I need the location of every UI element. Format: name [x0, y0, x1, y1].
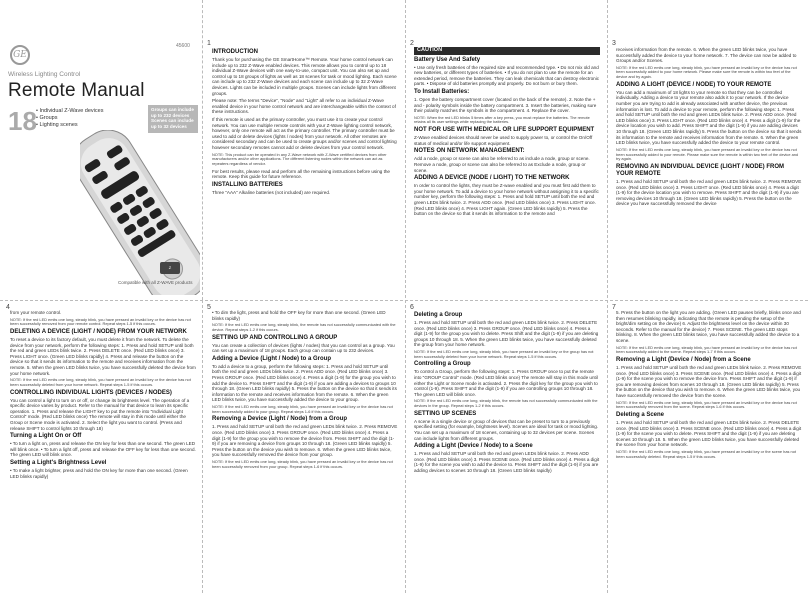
device-count: 18 [8, 106, 37, 136]
page-3 [616, 47, 802, 295]
note: NOTE: If the red LED emits one long, steady blink, you have pressed an invalid key or the device has not been successfully removed from your group. Repeat steps 1-6 if this occurs. [212, 458, 393, 469]
fold-line-4 [202, 300, 203, 593]
paragraph: Add a node, group or scene can also be referred to as include a node, group or scene. Remove a node, group or scene can also be referred to as Exclude a node, group or scene. [414, 156, 590, 173]
fold-line-3 [607, 0, 608, 593]
page-2 [414, 47, 600, 295]
zwave-logo: Z [160, 262, 180, 274]
note: NOTE: If the red LED emits one long, steady blink, you have pressed an invalid key or the device has not been successfully removed from the scene. Repeat steps 1-6 if this occurs. [616, 399, 797, 410]
heading: INSTALLING BATTERIES [212, 181, 283, 188]
feature-list [36, 108, 103, 129]
paragraph: 1. Press and hold SETUP until both the red and green LEDs blink twice. 2. Press DELETE once. (Red LED blinks once) 3. Press SCENE once. (Red LED blinks once) 4. Press a digit (1-9) for the scene you wish to delete. Press SHIFT and the digit (1-9) if you are deleting scenes 10 through 18. 5. When the green LED blinks twice, you have successfully deleted the scene from your home network. [616, 419, 802, 448]
heading: Removing a Light (Device / Node) from a Scene [616, 356, 751, 363]
heading: Setting a Light's Brightness Level [10, 459, 107, 466]
paragraph: • Use only fresh batteries of the required size and recommended type. • Do not mix old and new batteries, or different types of batteries. • If you do not plan to use the remote for an extended period, remove the batteries. They can leak chemicals that can destroy electronic parts. • Dispose of old batteries promptly and properly. Do not burn or bury them. [414, 64, 600, 87]
paragraph: You can add a maximum of 18 lights to your remote so that they can be controlled individually. Adding a device to your remote also adds it to your network. If the device number you are trying to add is already associated with another device, the previous information is lost. To add a device to your remote, perform the following steps: 1. Press and hold SETUP until both the red and green LEDs blink twice. 2. Press ADD once. (Red LED blinks once) 3. Press LIGHT once. (Red LED blinks once) 4. Press a digit (1-9) for the device location you wish to add. Press SHIFT and the digit (1-9) if you are adding devices 10 through 18. (Green LED blinks rapidly) 5. Press the button on the device so that it sends its information to the remote and receives information from the remote. 6. When the green LED blinks twice, you have successfully added the device to your remote control. [616, 89, 802, 146]
note: NOTE: If the red LED emits one long, steady blink, the remote has not successfully communicated with the devices in the group. Repeat steps 1-2 if this occurs. [414, 398, 598, 409]
note: NOTE: If the red LED emits one long, steady blink, you have pressed an invalid key or the device has not been successfully added to your home network. Please make sure the remote is within two feet of the device and try again. [616, 64, 797, 80]
heading: NOT FOR USE WITH MEDICAL OR LIFE SUPPORT EQUIPMENT [414, 127, 595, 134]
page-7 [616, 310, 802, 588]
heading: Adding a Light (Device / Node) to a Scene [414, 443, 533, 450]
note: NOTE: If the red LED emits one long, steady blink, you have pressed an invalid key or the device has not been successfully added to the scene. Repeat steps 1-7 if this occurs. [616, 344, 797, 355]
heading: Deleting a Group [414, 312, 463, 318]
paragraph: You can create a collection of devices (lights / nodes) that you can control as a group. You can set up a maximum of 18 groups. Each group can contain up to 232 devices. [212, 342, 395, 354]
paragraph: from your remote control. [10, 310, 62, 315]
paragraph: Three "AAA" Alkaline batteries (not included) are required. [212, 189, 331, 195]
heading: DELETING A DEVICE (LIGHT / NODE) FROM YOUR NETWORK [10, 329, 187, 335]
heading: REMOVING AN INDIVIDUAL DEVICE (LIGHT / NODE) FROM YOUR REMOTE [616, 163, 785, 177]
page-number: 3 [612, 40, 616, 47]
note: NOTE: If the red LED emits one long, steady blink, the remote has not successfully communicated with the device. Repeat steps 1-2 if this occurs. [212, 322, 396, 332]
horizontal-fold-line [0, 300, 808, 301]
badge-scenes: Scenes can include up to 32 devices [151, 118, 194, 129]
heading: Removing a Device (Light / Node) from a Group [212, 416, 348, 423]
heading: CONTROLLING INDIVIDUAL LIGHTS (DEVICES / NODES) [10, 389, 172, 396]
note: NOTE: If the red LED emits one long, steady blink, you have pressed an invalid key or the device has not been successfully added to your group. Repeat steps 1-6 if this occurs. [212, 403, 393, 414]
ge-logo: GE [10, 45, 30, 65]
heading: ADDING A DEVICE (NODE / LIGHT) TO THE NETWORK [414, 175, 570, 182]
heading: Controlling a Group [414, 361, 471, 368]
capacity-badge [148, 105, 198, 133]
paragraph: You can control a light to turn on or off, or change its brightness level. The operation of a specific device varies by product. Refer to the manual for that device to learn its specific operation. 1. Press and release the LIGHT key to put the remote into "Individual Light Control" mode. (Red LED blinks once) The remote will stay in this mode until either the Group or Scene mode is activated. 2. Select the light you want to control. (Press and release SHIFT to control lights 10 through 18) [10, 397, 190, 431]
note: NOTE: If the red LED emits one long, steady blink, you have pressed an invalid key or the group has not been successfully deleted from your home network. Repeat steps 1-5 if this occurs. [414, 348, 594, 359]
paragraph: For best results, please read and perform all the remaining instructions before using the remote. Keep this guide for future reference. [212, 168, 390, 180]
heading: SETTING UP SCENES [414, 410, 477, 417]
page-number: 7 [612, 304, 616, 311]
remote-control-illustration [80, 130, 200, 295]
page-4 [10, 310, 196, 588]
page-5 [212, 310, 398, 588]
paragraph: Z-Wave enabled devices should never be used to supply power to, or control the On/Off status of medical and/or life support equipment. [414, 135, 593, 146]
cover-title: Remote Manual [8, 80, 145, 101]
feature-item: • Groups [36, 115, 58, 121]
paragraph: • To dim the light, press and hold the OFF key for more than one second. (Green LED blinks rapidly) [212, 310, 386, 321]
paragraph: A scene is a single device or group of devices that can be preset to turn to a previously specified setting (for example, brightness level). Scenes are ideal for task or mood lighting. You can set up a maximum of 18 scenes, containing up to 32 devices per scene. Scenes can include lights from different groups. [414, 418, 599, 441]
heading: NOTES ON NETWORK MANAGEMENT: [414, 148, 525, 155]
heading: INTRODUCTION [212, 49, 258, 55]
page-6 [414, 310, 600, 588]
note: NOTE: When the red LED blinks 5 times after a key press, you must replace the batteries. The remote retains all its user settings while replacing the batteries. [414, 114, 590, 125]
cover-subtitle: Wireless Lighting Control [8, 71, 81, 78]
page-number: 6 [410, 304, 414, 311]
caution-banner: CAUTION [414, 47, 600, 55]
heading: ADDING A LIGHT (DEVICE / NODE) TO YOUR REMOTE [616, 81, 772, 88]
badge-groups: Groups can include up to 232 devices [151, 107, 194, 118]
note: NOTE: If the red LED emits one long, steady blink, you have pressed an invalid key or the device has not been successfully deleted from your home network. Repeat steps 1-5 if this occurs. [10, 377, 191, 387]
compatibility-note: Compatible with all Z-WAVE products [118, 280, 193, 285]
heading: Battery Use And Safety [414, 56, 481, 63]
page-number: 4 [6, 304, 10, 311]
paragraph: 5. Press the button on the light you are adding. (Green LED pauses briefly, blinks once and then resumes blinking rapidly, indicating that the remote is pending the setup of the bright/dim setting on the device) 6. Adjust the brightness level on the device within 30 seconds. Refer to the manual for the device) 7. Press SCENE. The green LED stops blinking. 8. When the green LED blinks twice, you have successfully added the device to a scene. [616, 310, 801, 343]
paragraph: • To turn a light on, press and release the ON key for less than one second. The green LED will blink once. • To turn a light off, press and release the OFF key for less than one second. The green LED will blink once. [10, 441, 196, 458]
heading: Turning a Light On or Off [10, 433, 82, 440]
paragraph: 1. Open the battery compartment cover (located on the back of the remote). 2. Note the + and - polarity symbols inside the battery compartment. 3. Insert the batteries, making sure their polarity matches the symbols in the compartment. 4. Replace the cover. [414, 96, 597, 114]
note: NOTE: If the red LED emits one long, steady blink, you have pressed an invalid key or the device has not been successfully removed from your remote control. Repeat steps 1-5 if this occurs. [10, 316, 191, 327]
paragraph: In order to control the lights, they must be Z-wave enabled and you must first add them to your home network. To add a device to your home network without assigning it to a specific number key, perform the following steps: 1. Press and hold SETUP until both the red and green LEDs blink twice. 2. Press ADD once. (Red LED blinks once) 3. Press LIGHT once. (Red LED blinks once) 4. Press LIGHT again. (Green LED blinks rapidly) 5. Press the button on the device so that it sends its information to the remote and [414, 183, 599, 217]
paragraph: receives information from the remote. 6. When the green LED blinks twice, you have successfully added the device to your home network. 7. The device can now be added to Groups and/or Scenes. [616, 47, 797, 64]
paragraph: Please note: The terms "Device", "Node" and "Light" all refer to an individual Z-Wave enabled device in your home control network and are interchangeable within the context of these instructions. [212, 98, 396, 115]
paragraph: 1. Press and hold SETUP until both the red and green LEDs blink twice. 2. Press REMOVE once. (Red LED blinks once) 3. Press SCENE once. (Red LED blinks once) 4. Press a digit (1-9) for the scene you wish to remove the device from. Press SHIFT and the digit (1-9) if you are removing devices from scenes 10 through 18. (Green LED blinks rapidly) 5. Press the button on the device that you wish to remove. 6. When the green LED blinks twice, you have successfully removed the device from the scene. [616, 364, 802, 398]
note: NOTE: If the red LED emits one long, steady blink, you have pressed an invalid key or the device has not been successfully added to your remote. Please make sure the remote is within two feet of the device and try again. [616, 146, 799, 162]
paragraph: 1. Press and hold SETUP until both the red and green LEDs blink twice. 2. Press DELETE once. (Red LED blinks once) 3. Press GROUP once. (Red LED blinks once) 4. Press a digit (1-9) for the group you wish to delete. Press Shift and the digit (1-9) if you are deleting groups 10 through 18. 5. When the green LED blinks twice, you have successfully deleted the group from your home network. [414, 320, 599, 348]
note: NOTE: If the red LED emits one long, steady blink, you have pressed an invalid key or the scene has not been successfully deleted. Repeat steps 1-5 if this occurs. [616, 448, 796, 459]
paragraph: If this remote is used as the primary controller, you must use it to create your control network. You can use multiple remote controls with your Z-Wave lighting control network, however, only one remote will act as the primary controller. The primary controller must be used to add or delete devices (lights / nodes) from your network. All other remotes are considered secondary and can be used to create groups and/or scenes and control lighting however secondary remotes cannot add or delete devices from your control network. [212, 116, 397, 150]
note: NOTE: This product can be operated in any Z-Wave network with Z-Wave certified devices from other manufacturers and/or other applications. The different listening nodes within the network can act as repeaters regardless of vendor. [212, 151, 387, 166]
paragraph: To add a device to a group, perform the following steps: 1. Press and hold SETUP until both the red and green LEDs blink twice. 2. Press ADD once. (Red LED blinks once) 3. Press GROUP once. (Red LED blinks once) 4. Press a digit (1-9) for the group you wish to add the device to. Press SHIFT and the digit (1-9) if you are adding a devices to groups 10 through 18. (Green LED blinks rapidly) 5. Press the button on the device so that it sends its information to the remote and receives information from the remote. 6. When the green LED blinks twice, you have successfully added the device to your group. [212, 363, 397, 403]
heading: SETTING UP AND CONTROLLING A GROUP [212, 334, 338, 341]
feature-item: • Individual Z-Wave devices [36, 108, 104, 114]
paragraph: • To make a light brighter, press and hold the ON key for more than one second. (Green LED blinks rapidly) [10, 467, 188, 479]
fold-line-2 [405, 0, 406, 593]
paragraph: 1. Press and hold SETUP until both the red and green LEDs blink twice. 2. Press REMOVE once. (Red LED blinks once) 3. Press GROUP once. (Red LED blinks once) 4. Press a digit (1-9) for the group you wish to remove the device from. Press SHIFT and the digit (1-9) if you are removing a device from groups 10 through 18. (Green LED blinks rapidly) 5. Press the button on the device you wish to remove. 6. When the green LED blinks twice, you have successfully removed the device from your group. [212, 424, 398, 458]
heading: Adding a Device (Light / Node) to a Group [212, 355, 332, 362]
feature-item: • Lighting scenes [36, 122, 78, 128]
paragraph: To control a Group, perform the following steps: 1. Press GROUP once to put the remote into "GROUP Control" mode. (Red LED blinks once) The remote will stay in this mode until either the Light or Scene mode is activated. 2. Press the digit key for the group you wish to control (1-9). Press SHIFT and the digit (1-9) if you are controlling groups 10 through 18. The green LED will blink once. [414, 369, 598, 397]
page-number: 2 [410, 40, 414, 47]
fold-line-1 [202, 0, 203, 300]
page-number: 5 [207, 304, 211, 311]
page-1 [212, 47, 398, 295]
page-number: 1 [207, 40, 211, 47]
paragraph: 1. Press and hold SETUP until both the red and green LEDs blink twice. 2. Press REMOVE once. (Red LED blinks once) 3. Press LIGHT once. (Red LED blinks once) 4. Press a digit (1-9) for the device location you wish to remove. Press SHIFT and the digit (1-9) if you are removing devices 10 through 18. (Green LED blinks rapidly) 5. Press the button on the device you have successfully removed the device [616, 178, 802, 207]
heading: To Install Batteries: [414, 88, 470, 95]
heading: Deleting a Scene [616, 411, 665, 418]
model-number: 45600 [176, 43, 190, 49]
paragraph: To reset a device to its factory default, you must delete it from the network. To delete the device from your network, perform the following steps: 1. Press and hold SETUP until both the red and green LEDs blink twice. 2. Press DELETE once. (Red LED blinks once) 3. Press LIGHT once. (Green LED blinks rapidly) 4. Press and release the button on the device so that it sends its information to the remote and receives information from the remote. 5. When the green LED blinks twice, you have successfully deleted the device from your home network. [10, 337, 196, 376]
paragraph: Thank you for purchasing the GE SmartHome™ Remote. Your home control network can include up to 232 Z-Wave enabled devices. This remote allows you to control up to 18 individual Z-Wave devices with one easy-to-use, compact unit. You can also set up and control up to 18 groups of lights as well as 18 scenes for task or mood lighting. Each scene can include up to 232 Z-Wave devices and each scene can include up to 32 Z-Wave devices. Lights can be included in multiple groups. Scenes can include lights from different groups. [212, 57, 397, 96]
paragraph: 1. Press and hold SETUP until both the red and green LEDs blink twice. 2. Press ADD once. (Red LED blinks once) 3. Press SCENE once. (Red LED blinks once) 4. Press a digit (1-9) for the scene you wish to add the device to. Press SHIFT and the digit (1-9) if you are adding devices to scenes 10 through 18. (Green LED blinks rapidly) [414, 451, 600, 473]
